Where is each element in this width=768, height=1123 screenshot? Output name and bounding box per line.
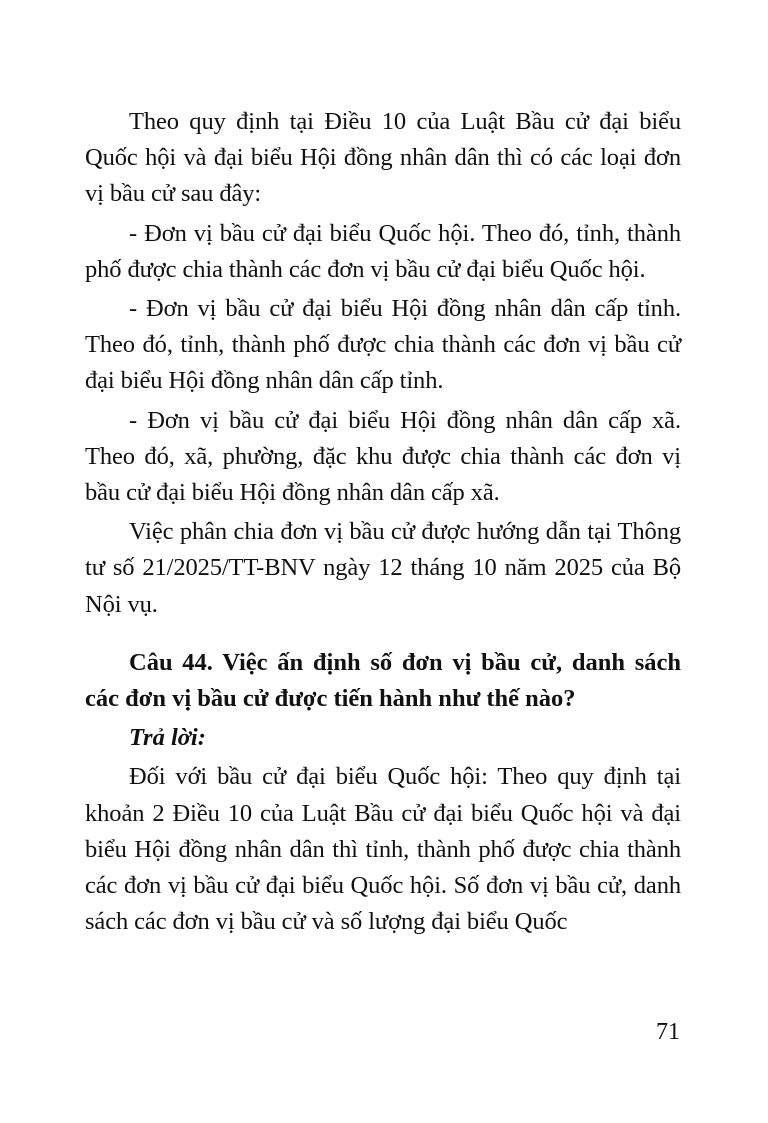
question-heading: Câu 44. Việc ấn định số đơn vị bầu cử, danh sách các đơn vị bầu cử được tiến hành như thế nào?	[85, 648, 681, 713]
paragraph-circular-reference: Việc phân chia đơn vị bầu cử được hướng dẫn tại Thông tư số 21/2025/TT-BNV ngày 12 tháng 10 năm 2025 của Bộ Nội vụ.	[85, 518, 681, 618]
page-number: 71	[656, 1019, 680, 1045]
paragraph-commune-council-unit: - Đơn vị bầu cử đại biểu Hội đồng nhân dân cấp xã. Theo đó, xã, phường, đặc khu được chia thành các đơn vị bầu cử đại biểu Hội đồng nhân dân cấp xã.	[85, 406, 681, 507]
page-body	[85, 104, 681, 940]
paragraph-provincial-council-unit: - Đơn vị bầu cử đại biểu Hội đồng nhân dân cấp tỉnh. Theo đó, tỉnh, thành phố được chia thành các đơn vị bầu cử đại biểu Hội đồng nhân dân cấp tỉnh.	[85, 295, 681, 395]
paragraph-national-assembly-unit: - Đơn vị bầu cử đại biểu Quốc hội. Theo đó, tỉnh, thành phố được chia thành các đơn vị bầu cử đại biểu Quốc hội.	[85, 219, 681, 283]
paragraph-intro: Theo quy định tại Điều 10 của Luật Bầu cử đại biểu Quốc hội và đại biểu Hội đồng nhân dân thì có các loại đơn vị bầu cử sau đây:	[85, 108, 681, 208]
answer-label: Trả lời:	[129, 724, 206, 752]
answer-paragraph: Đối với bầu cử đại biểu Quốc hội: Theo quy định tại khoản 2 Điều 10 của Luật Bầu cử đại biểu Quốc hội và đại biểu Hội đồng nhân dân thì tỉnh, thành phố được chia thành các đơn vị bầu cử đại biểu Quốc hội. Số đơn vị bầu cử, danh sách các đơn vị bầu cử và số lượng đại biểu Quốc	[85, 763, 681, 936]
